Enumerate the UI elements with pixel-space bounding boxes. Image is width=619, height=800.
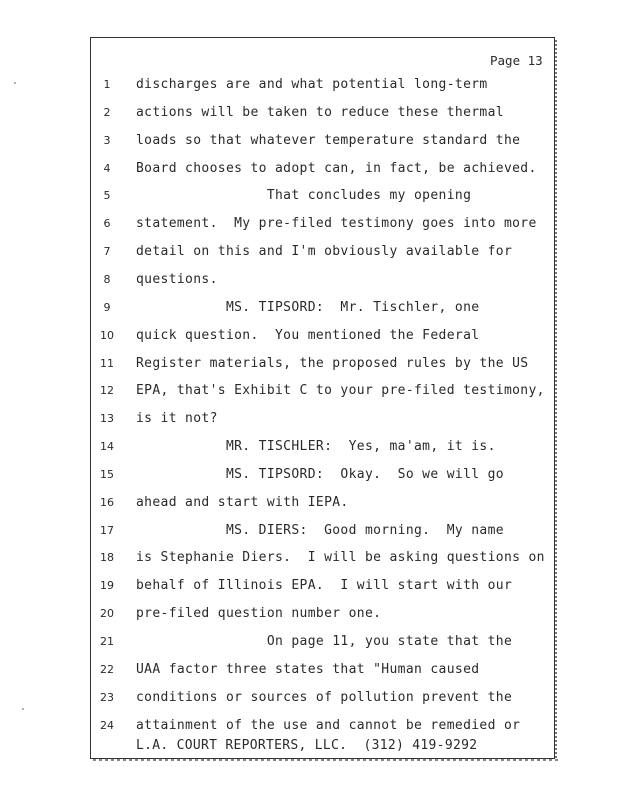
transcript-line: UAA factor three states that "Human caused xyxy=(136,662,480,677)
line-number: 22 xyxy=(100,663,114,676)
line-number: 23 xyxy=(100,691,114,704)
line-number: 21 xyxy=(100,635,114,648)
transcript-line: conditions or sources of pollution prevent the xyxy=(136,690,513,705)
line-number: 6 xyxy=(103,217,111,230)
transcript-line: questions. xyxy=(136,272,218,287)
line-number: 12 xyxy=(100,384,114,397)
line-number: 3 xyxy=(103,134,111,147)
page-number: Page 13 xyxy=(490,53,543,68)
line-number: 20 xyxy=(100,607,114,620)
transcript-line: attainment of the use and cannot be remedied or xyxy=(136,718,521,733)
line-number: 17 xyxy=(100,524,114,537)
transcript-line: behalf of Illinois EPA. I will start with our xyxy=(136,578,513,593)
transcript-line: loads so that whatever temperature standard the xyxy=(136,133,521,148)
transcript-line: statement. My pre-filed testimony goes into more xyxy=(136,216,537,231)
transcript-line: pre-filed question number one. xyxy=(136,606,382,621)
transcript-line: On page 11, you state that the xyxy=(136,634,513,649)
transcript-line: is Stephanie Diers. I will be asking questions on xyxy=(136,550,545,565)
transcript-line: discharges are and what potential long-term xyxy=(136,77,488,92)
transcript-line: EPA, that's Exhibit C to your pre-filed testimony, xyxy=(136,383,545,398)
line-number: 14 xyxy=(100,440,114,453)
line-number: 11 xyxy=(100,357,114,370)
transcript-line: MS. TIPSORD: Mr. Tischler, one xyxy=(136,300,480,315)
line-number: 24 xyxy=(100,719,114,732)
line-number: 16 xyxy=(100,496,114,509)
scan-speck xyxy=(14,82,16,84)
transcript-line: quick question. You mentioned the Federal xyxy=(136,328,480,343)
line-number: 19 xyxy=(100,579,114,592)
transcript-line: Board chooses to adopt can, in fact, be achieved. xyxy=(136,161,537,176)
transcript-line: MS. TIPSORD: Okay. So we will go xyxy=(136,467,504,482)
line-number: 7 xyxy=(103,245,111,258)
line-number: 13 xyxy=(100,412,114,425)
line-number: 9 xyxy=(103,301,111,314)
court-reporter-footer: L.A. COURT REPORTERS, LLC. (312) 419-9292 xyxy=(136,738,478,753)
line-number: 4 xyxy=(103,162,111,175)
transcript-line: MS. DIERS: Good morning. My name xyxy=(136,523,504,538)
line-number: 5 xyxy=(103,189,111,202)
transcript-line: Register materials, the proposed rules by the US xyxy=(136,356,529,371)
line-number: 18 xyxy=(100,551,114,564)
transcript-line: ahead and start with IEPA. xyxy=(136,495,349,510)
line-number: 2 xyxy=(103,106,111,119)
line-number: 1 xyxy=(103,78,111,91)
transcript-line: detail on this and I'm obviously available for xyxy=(136,244,513,259)
line-number: 10 xyxy=(100,329,114,342)
transcript-line: MR. TISCHLER: Yes, ma'am, it is. xyxy=(136,439,496,454)
transcript-line: is it not? xyxy=(136,411,218,426)
page-edge-shadow xyxy=(93,759,558,761)
line-number: 8 xyxy=(103,273,111,286)
transcript-line: That concludes my opening xyxy=(136,188,472,203)
transcript-line: actions will be taken to reduce these thermal xyxy=(136,105,504,120)
scan-speck xyxy=(22,708,24,710)
line-number: 15 xyxy=(100,468,114,481)
